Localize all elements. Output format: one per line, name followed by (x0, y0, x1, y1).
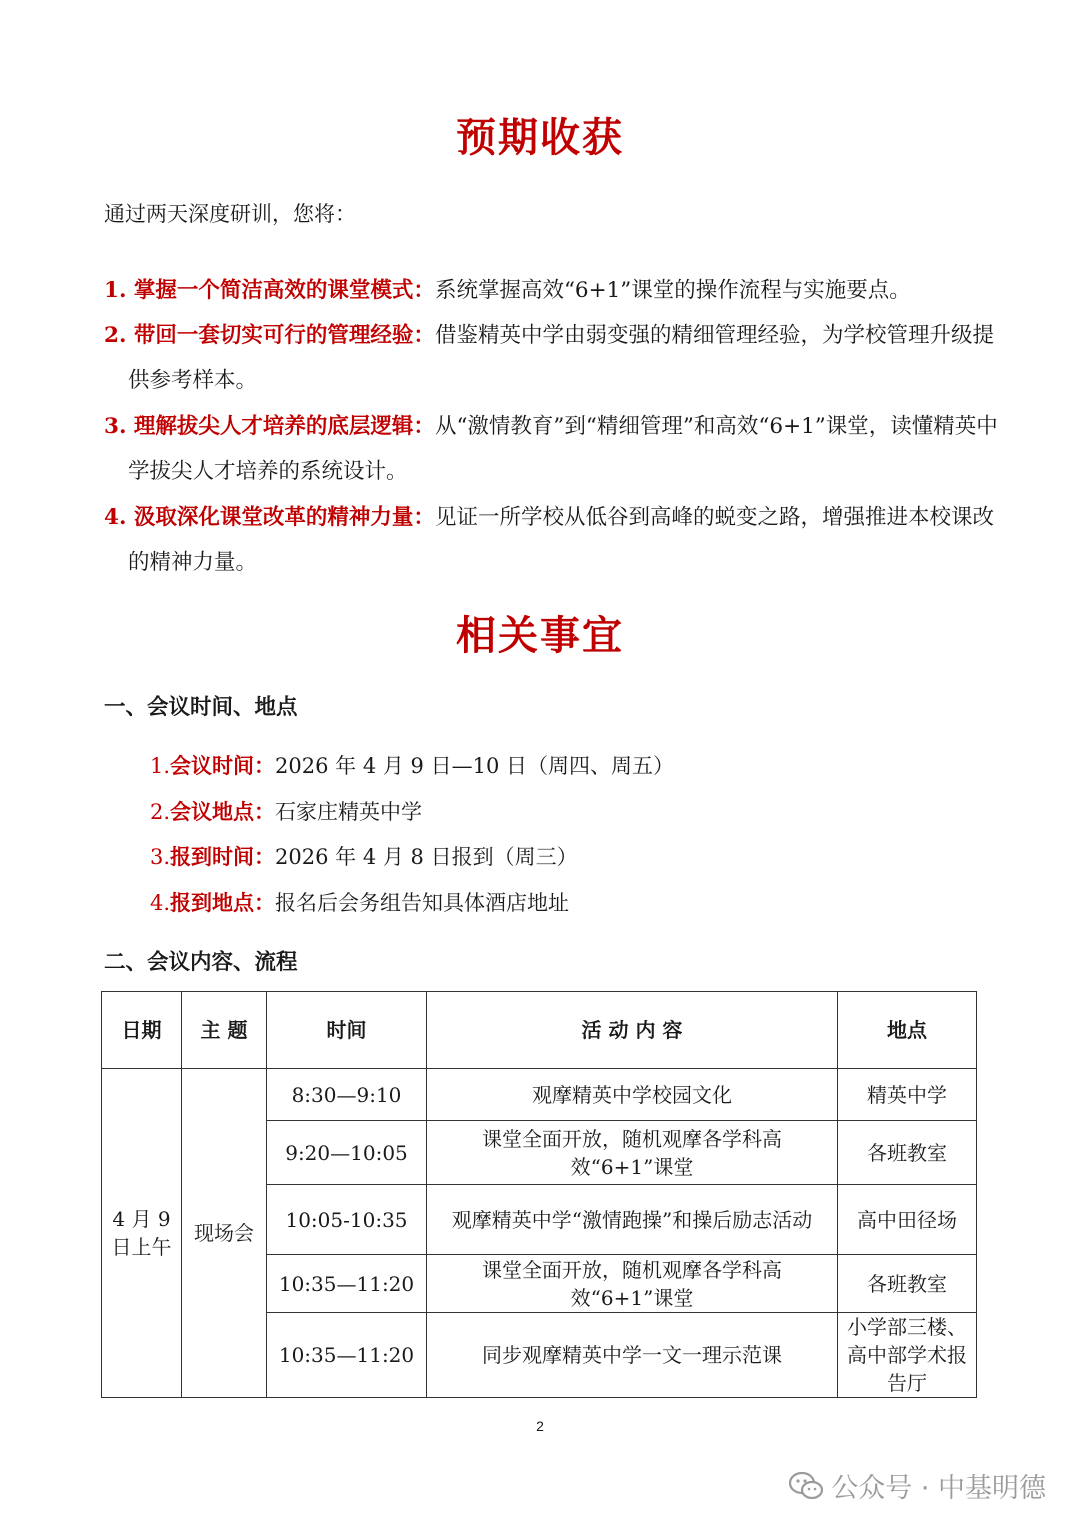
item-value: 报名后会务组告知具体酒店地址 (275, 891, 570, 915)
activity-cell: 课堂全面开放，随机观摩各学科高效“6+1”课堂 (427, 1121, 838, 1185)
table-row (102, 1069, 977, 1121)
gain-text: 系统掌握高效“6+1”课堂的操作流程与实施要点。 (434, 278, 911, 303)
gain-text: 从“激情教育”到“精细管理”和高效“6+1”课堂，读懂精英中学拔尖人才培养的系统设计。 (128, 414, 998, 484)
meeting-info-item (150, 796, 422, 826)
header-theme: 主 题 (182, 992, 267, 1069)
gain-text: 见证一所学校从低谷到高峰的蜕变之路，增强推进本校课改的精神力量。 (128, 505, 994, 575)
item-number: 4. (150, 891, 171, 915)
gain-item (104, 404, 1004, 494)
item-label: 报到时间： (170, 844, 276, 869)
meeting-info-item (150, 841, 578, 871)
time-cell: 10:35—11:20 (267, 1313, 427, 1398)
meeting-info-item (150, 887, 569, 917)
activity-cell: 观摩精英中学“激情跑操”和操后励志活动 (427, 1185, 838, 1255)
gain-label: 1. 掌握一个简洁高效的课堂模式： (104, 278, 435, 303)
related-matters-title: 相关事宜 (456, 612, 624, 659)
gain-item (104, 313, 1004, 403)
header-date: 日期 (102, 992, 182, 1069)
gain-item (104, 268, 1004, 313)
time-cell: 9:20—10:05 (267, 1121, 427, 1185)
activity-cell: 同步观摩精英中学一文一理示范课 (427, 1313, 838, 1398)
time-cell: 10:05-10:35 (267, 1185, 427, 1255)
gain-item (104, 495, 1004, 585)
meeting-info-item (150, 750, 674, 780)
time-cell: 10:35—11:20 (267, 1255, 427, 1313)
place-cell: 各班教室 (838, 1255, 977, 1313)
header-time: 时间 (267, 992, 427, 1069)
schedule-table (101, 991, 977, 1398)
gain-label: 3. 理解拔尖人才培养的底层逻辑： (104, 414, 435, 439)
table-header-row (102, 992, 977, 1069)
activity-cell: 观摩精英中学校园文化 (427, 1069, 838, 1121)
gain-text: 借鉴精英中学由弱变强的精细管理经验，为学校管理升级提供参考样本。 (128, 323, 994, 393)
item-number: 3. (150, 845, 171, 869)
item-value: 石家庄精英中学 (275, 800, 423, 824)
time-cell: 8:30—9:10 (267, 1069, 427, 1121)
date-cell: 4 月 9 日上午 (102, 1069, 182, 1398)
item-value: 2026 年 4 月 8 日报到（周三） (275, 845, 578, 869)
theme-cell: 现场会 (182, 1069, 267, 1398)
header-activity: 活 动 内 容 (427, 992, 838, 1069)
header-place: 地点 (838, 992, 977, 1069)
wechat-icon (789, 1471, 823, 1501)
place-cell: 小学部三楼、高中部学术报告厅 (838, 1313, 977, 1398)
place-cell: 各班教室 (838, 1121, 977, 1185)
watermark-text: 公众号 · 中基明德 (831, 1473, 1046, 1504)
page-number: 2 (536, 1418, 544, 1434)
item-value: 2026 年 4 月 9 日—10 日（周四、周五） (275, 754, 674, 778)
activity-cell: 课堂全面开放，随机观摩各学科高效“6+1”课堂 (427, 1255, 838, 1313)
place-cell: 精英中学 (838, 1069, 977, 1121)
gain-label: 2. 带回一套切实可行的管理经验： (104, 323, 435, 348)
expected-gains-title: 预期收获 (456, 114, 624, 161)
item-label: 会议时间： (170, 753, 276, 778)
item-number: 2. (150, 800, 171, 824)
item-number: 1. (150, 754, 171, 778)
gains-intro: 通过两天深度研训，您将： (104, 202, 356, 226)
gain-label: 4. 汲取深化课堂改革的精神力量： (104, 505, 435, 530)
watermark (789, 1466, 1046, 1505)
item-label: 报到地点： (170, 890, 276, 915)
place-cell: 高中田径场 (838, 1185, 977, 1255)
section2-heading: 二、会议内容、流程 (104, 950, 298, 975)
item-label: 会议地点： (170, 799, 276, 824)
section1-heading: 一、会议时间、地点 (104, 695, 298, 720)
